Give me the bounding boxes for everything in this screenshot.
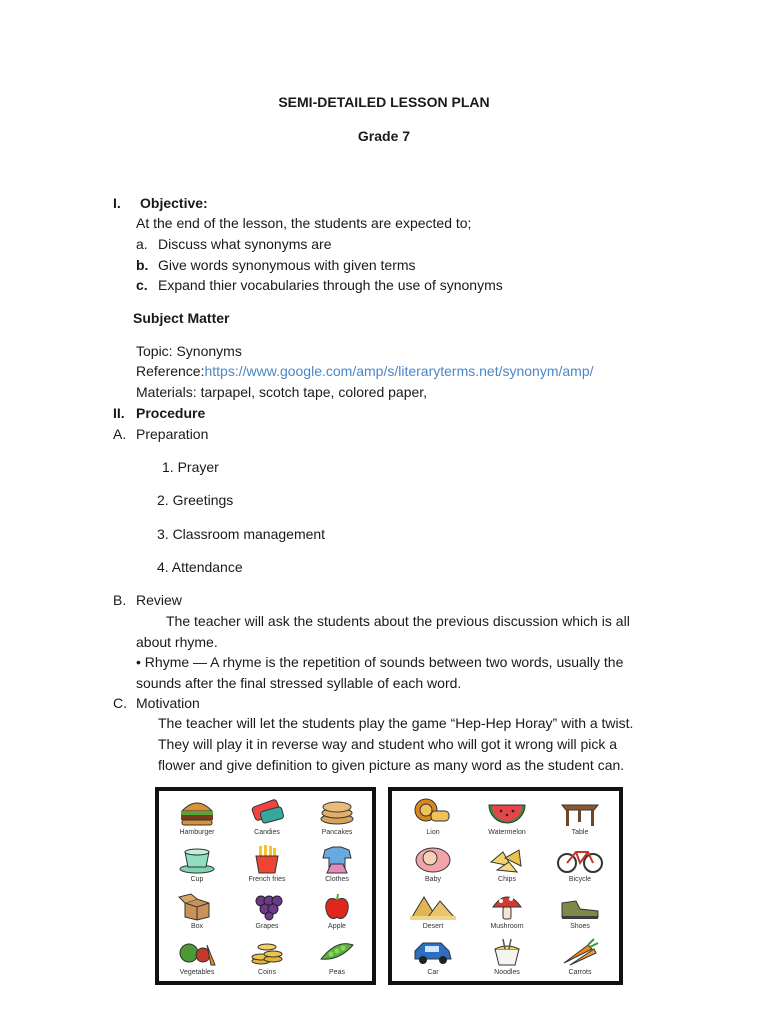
card-label: Watermelon — [488, 829, 526, 836]
card-candies — [232, 796, 302, 842]
baby-icon — [403, 843, 463, 875]
box-icon — [167, 890, 227, 922]
prep-step-prayer: 1. Prayer — [162, 459, 219, 475]
picture-panel-left — [155, 787, 376, 985]
objective-item-b: Give words synonymous with given terms — [158, 257, 416, 273]
cup-icon — [167, 843, 227, 875]
carrots-icon — [550, 936, 610, 968]
review-text-1: The teacher will ask the students about the previous discussion which is all — [166, 613, 630, 629]
objective-item-c-marker: c. — [136, 277, 148, 293]
card-label: Desert — [422, 923, 444, 930]
card-mushroom — [472, 890, 542, 936]
card-label: Coins — [258, 969, 276, 976]
reference-link[interactable]: https://www.google.com/amp/s/literaryterms.net/synonym/amp/ — [204, 363, 594, 379]
card-label: Vegetables — [179, 969, 215, 976]
card-apple — [302, 890, 372, 936]
materials-line: Materials: tarpapel, scotch tape, colored paper, — [136, 384, 428, 400]
review-text-4: sounds after the final stressed syllable of each word. — [136, 675, 462, 691]
card-table — [545, 796, 615, 842]
prep-step-attendance: 4. Attendance — [157, 559, 243, 575]
card-label: Bicycle — [568, 876, 592, 883]
bicycle-icon — [550, 843, 610, 875]
card-pancakes — [302, 796, 372, 842]
noodles-icon — [477, 936, 537, 968]
card-label: Lion — [426, 829, 440, 836]
subject-matter-heading: Subject Matter — [133, 310, 230, 326]
card-label: Mushroom — [490, 923, 524, 930]
french-fries-icon — [237, 843, 297, 875]
card-label: Box — [190, 923, 204, 930]
prep-step-classroom: 3. Classroom management — [157, 526, 326, 542]
reference-label: Reference: — [136, 363, 205, 379]
card-lion — [398, 796, 468, 842]
card-label: Peas — [329, 969, 345, 976]
card-label: Apple — [328, 923, 346, 930]
card-label: Carrots — [568, 969, 592, 976]
watermelon-icon — [477, 796, 537, 828]
objective-item-a-marker: a. — [136, 236, 148, 252]
reference-line — [136, 363, 594, 379]
preparation-label: Preparation — [136, 426, 209, 442]
card-grapes — [232, 890, 302, 936]
card-bicycle — [545, 843, 615, 889]
card-label: Pancakes — [321, 829, 353, 836]
motivation-marker: C. — [113, 695, 127, 711]
card-shoes — [545, 890, 615, 936]
motivation-text-1: The teacher will let the students play the game “Hep-Hep Horay” with a twist. — [158, 715, 634, 731]
card-baby — [398, 843, 468, 889]
card-label: Noodles — [494, 969, 520, 976]
card-label: Candies — [254, 829, 280, 836]
card-label: Chips — [498, 876, 516, 883]
chips-icon — [477, 843, 537, 875]
clothes-icon — [307, 843, 367, 875]
objective-numeral: I. — [113, 195, 121, 211]
card-hamburger — [162, 796, 232, 842]
vegetables-icon — [167, 936, 227, 968]
motivation-text-2: They will play it in reverse way and student who will got it wrong will pick a — [158, 736, 618, 752]
objective-intro: At the end of the lesson, the students are expected to; — [136, 215, 472, 231]
card-noodles — [472, 936, 542, 982]
topic-line: Topic: Synonyms — [136, 343, 242, 359]
card-car — [398, 936, 468, 982]
objective-item-a: Discuss what synonyms are — [158, 236, 332, 252]
card-label: Cup — [190, 876, 204, 883]
card-label: Table — [571, 829, 589, 836]
review-text-3: • Rhyme — A rhyme is the repetition of sounds between two words, usually the — [136, 654, 624, 670]
picture-panel-right — [388, 787, 623, 985]
procedure-numeral: II. — [113, 405, 125, 421]
peas-icon — [307, 936, 367, 968]
review-label: Review — [136, 592, 182, 608]
motivation-text-3: flower and give definition to given picture as many word as the student can. — [158, 757, 625, 773]
car-icon — [403, 936, 463, 968]
motivation-label: Motivation — [136, 695, 200, 711]
card-coins — [232, 936, 302, 982]
objective-heading: Objective: — [140, 195, 208, 211]
review-marker: B. — [113, 592, 127, 608]
objective-item-b-marker: b. — [136, 257, 149, 273]
objective-item-c: Expand thier vocabularies through the use of synonyms — [158, 277, 503, 293]
card-label: French fries — [248, 876, 286, 883]
coins-icon — [237, 936, 297, 968]
pancakes-icon — [307, 796, 367, 828]
card-carrots — [545, 936, 615, 982]
card-label: Grapes — [255, 923, 279, 930]
procedure-heading: Procedure — [136, 405, 206, 421]
card-desert — [398, 890, 468, 936]
card-chips — [472, 843, 542, 889]
card-box — [162, 890, 232, 936]
grade-label: Grade 7 — [357, 128, 411, 144]
preparation-marker: A. — [113, 426, 127, 442]
card-label: Shoes — [570, 923, 590, 930]
card-label: Car — [427, 969, 439, 976]
card-label: Hamburger — [179, 829, 215, 836]
card-vegetables — [162, 936, 232, 982]
hamburger-icon — [167, 796, 227, 828]
apple-icon — [307, 890, 367, 922]
card-label: Baby — [425, 876, 441, 883]
shoes-icon — [550, 890, 610, 922]
review-text-2: about rhyme. — [136, 634, 218, 650]
table-icon — [550, 796, 610, 828]
prep-step-greetings: 2. Greetings — [157, 492, 234, 508]
mushroom-icon — [477, 890, 537, 922]
card-watermelon — [472, 796, 542, 842]
candies-icon — [237, 796, 297, 828]
lion-icon — [403, 796, 463, 828]
desert-icon — [403, 890, 463, 922]
grapes-icon — [237, 890, 297, 922]
card-cup — [162, 843, 232, 889]
card-clothes — [302, 843, 372, 889]
card-peas — [302, 936, 372, 982]
card-french-fries — [232, 843, 302, 889]
document-title: SEMI-DETAILED LESSON PLAN — [278, 94, 490, 110]
card-label: Clothes — [325, 876, 349, 883]
